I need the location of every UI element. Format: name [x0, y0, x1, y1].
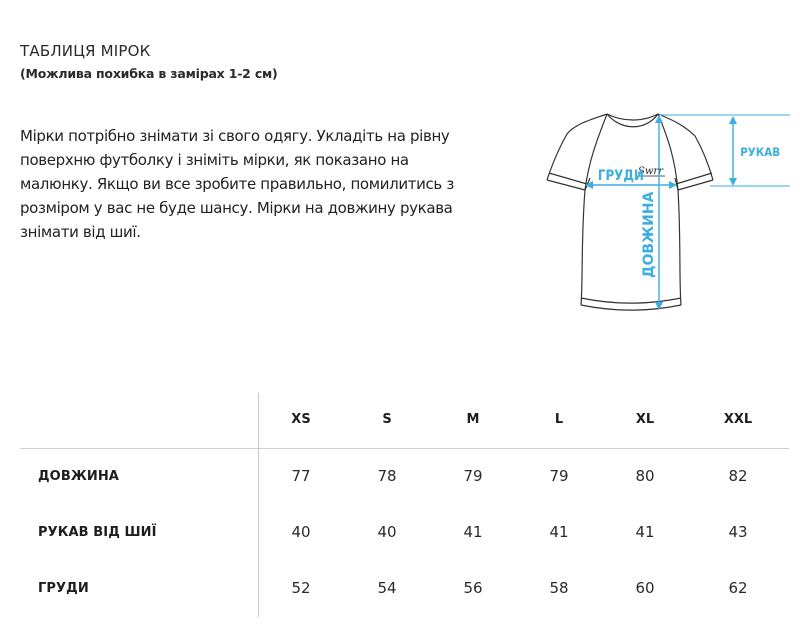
- table-cell: 52: [291, 579, 311, 597]
- instructions-line: поверхню футболку і зніміть мірки, як показано на: [20, 151, 409, 169]
- table-cell: 54: [377, 579, 397, 597]
- table-cell: 43: [728, 523, 748, 541]
- length-label: ДОВЖИНА: [641, 191, 657, 278]
- row-label-sleeve: РУКАВ ВІД ШИЇ: [38, 525, 157, 540]
- sleeve-label: РУКАВ: [740, 145, 781, 160]
- table-cell: 82: [728, 467, 748, 485]
- tshirt-measurement-diagram: [535, 100, 795, 325]
- table-cell: 41: [635, 523, 655, 541]
- size-header-xxl: XXL: [723, 412, 753, 427]
- instructions-line: знімати від шиї.: [20, 223, 141, 241]
- brand-logo: Swrr: [638, 166, 663, 177]
- table-cell: 62: [728, 579, 748, 597]
- row-label-chest: ГРУДИ: [38, 581, 89, 596]
- table-cell: 40: [377, 523, 397, 541]
- tshirt-outline: [547, 114, 713, 310]
- size-header-s: S: [382, 412, 392, 427]
- measurement-tolerance-note: (Можлива похибка в замірах 1-2 см): [20, 66, 278, 81]
- instructions-line: Мірки потрібно знімати зі свого одягу. Укладіть на рівну: [20, 127, 450, 145]
- table-cell: 41: [463, 523, 483, 541]
- size-header-l: L: [554, 412, 564, 427]
- table-cell: 77: [291, 467, 311, 485]
- size-header-xl: XL: [635, 412, 655, 427]
- table-vertical-divider: [258, 393, 259, 617]
- row-label-length: ДОВЖИНА: [38, 469, 119, 484]
- table-cell: 58: [549, 579, 569, 597]
- table-cell: 80: [635, 467, 655, 485]
- instructions-paragraph: [20, 124, 490, 244]
- chest-label: ГРУДИ: [597, 168, 644, 185]
- instructions-line: розміром у вас не буде шансу. Мірки на довжину рукава: [20, 199, 453, 217]
- table-cell: 79: [549, 467, 569, 485]
- instructions-line: малюнку. Якщо ви все зробите правильно, помилитись з: [20, 175, 454, 193]
- table-cell: 41: [549, 523, 569, 541]
- table-cell: 60: [635, 579, 655, 597]
- page-title: ТАБЛИЦЯ МІРОК: [20, 42, 151, 60]
- table-cell: 56: [463, 579, 483, 597]
- table-cell: 79: [463, 467, 483, 485]
- table-cell: 78: [377, 467, 397, 485]
- table-cell: 40: [291, 523, 311, 541]
- size-header-m: M: [466, 412, 480, 427]
- size-header-xs: XS: [291, 412, 311, 427]
- table-header-divider: [20, 448, 789, 449]
